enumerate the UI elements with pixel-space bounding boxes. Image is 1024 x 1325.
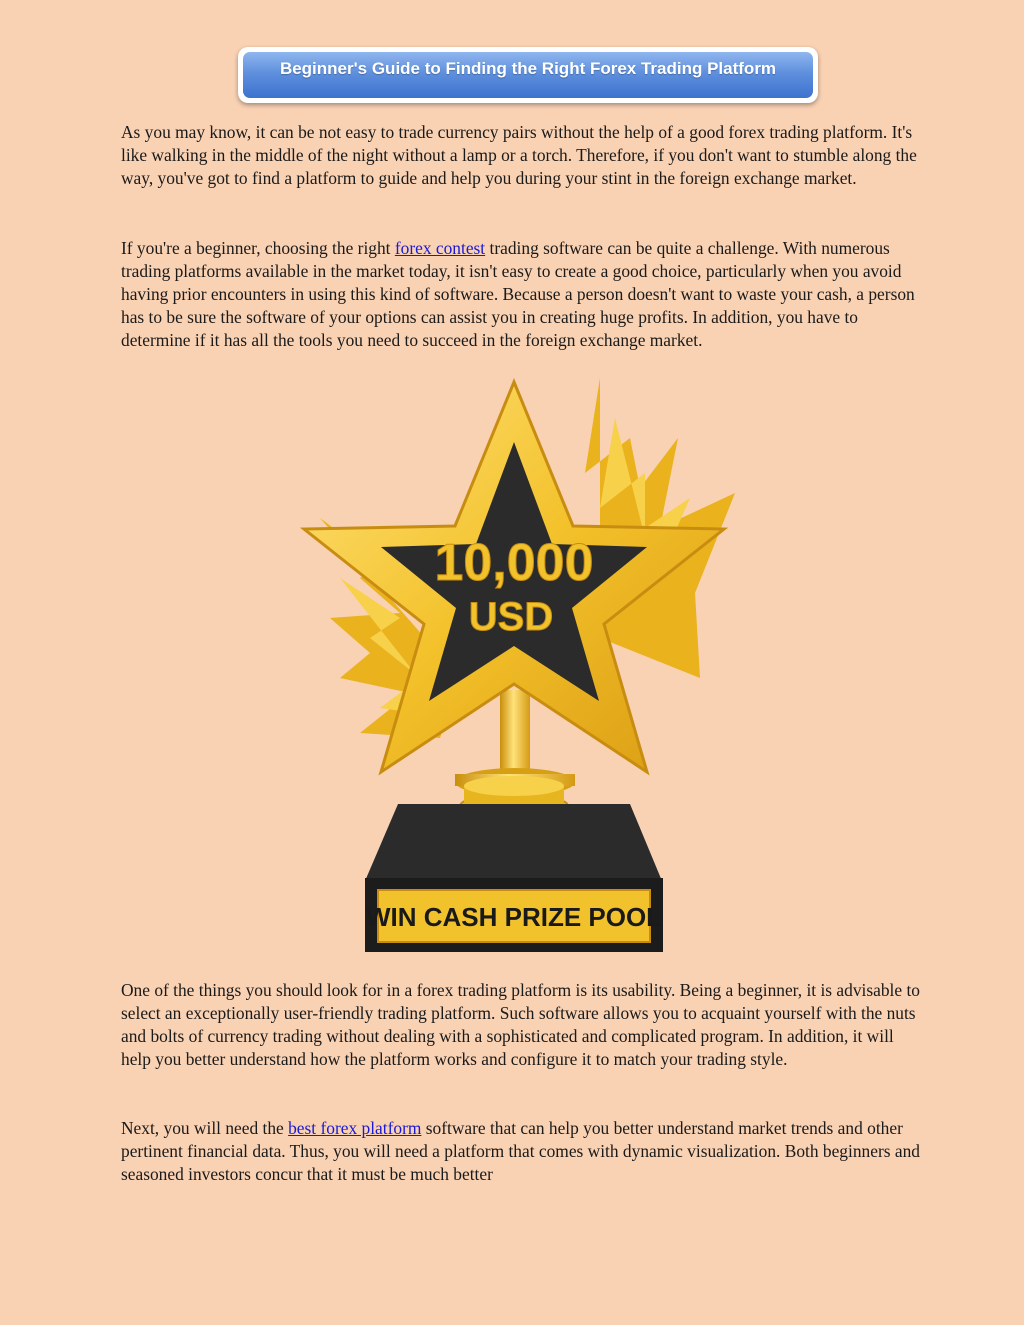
paragraph-visualization: [121, 1117, 921, 1186]
trophy-pedestal: [365, 804, 662, 881]
paragraph-text: trading software can be quite a challenge. With numerous trading platforms available in the market today, it isn't easy to create a good choice, particularly when you avoid having prior encounters in using this kind of software. Because a person doesn't want to waste your cash, a person has to be sure the software of your options can assist you in creating huge profits. In addition, you have to determine if it has all the tools you need to succeed in the foreign exchange market.: [121, 238, 915, 350]
paragraph-text: Next, you will need the: [121, 1118, 289, 1138]
paragraph-beginner: [121, 237, 921, 352]
forex-contest-link[interactable]: forex contest: [394, 238, 486, 258]
prize-amount: 10,000: [434, 534, 594, 592]
paragraph-text: If you're a beginner, choosing the right: [121, 238, 395, 258]
paragraph-usability: One of the things you should look for in a forex trading platform is its usability. Being a beginner, it is advisable to select an exceptionally user-friendly trading platform. Such software allows you to acquaint yourself with the nuts and bolts of currency trading without dealing with a sophisticated and complicated program. In addition, it will help you better understand how the platform works and configure it to match your trading style.: [121, 980, 920, 1069]
trophy-illustration: [300, 378, 750, 956]
plaque-text: WIN CASH PRIZE POOL: [365, 902, 663, 932]
paragraph-intro: As you may know, it can be not easy to trade currency pairs without the help of a good forex trading platform. It's like walking in the middle of the night without a lamp or a torch. Therefore, if you don't want to stumble along the way, you've got to find a platform to guide and help you during your stint in the foreign exchange market.: [121, 122, 917, 188]
title-banner: [238, 47, 818, 103]
page-title: Beginner's Guide to Finding the Right Forex Trading Platform: [279, 58, 777, 78]
paragraph-text: software that can help you better understand market trends and other pertinent financial data. Thus, you will need a platform that comes with dynamic visualization. Both beginners and seasoned investors concur that it must be much better: [121, 1118, 920, 1184]
trophy-stem: [500, 690, 530, 780]
prize-currency: USD: [468, 595, 554, 639]
title-box: [243, 52, 813, 98]
best-forex-platform-link[interactable]: best forex platform: [288, 1118, 422, 1138]
